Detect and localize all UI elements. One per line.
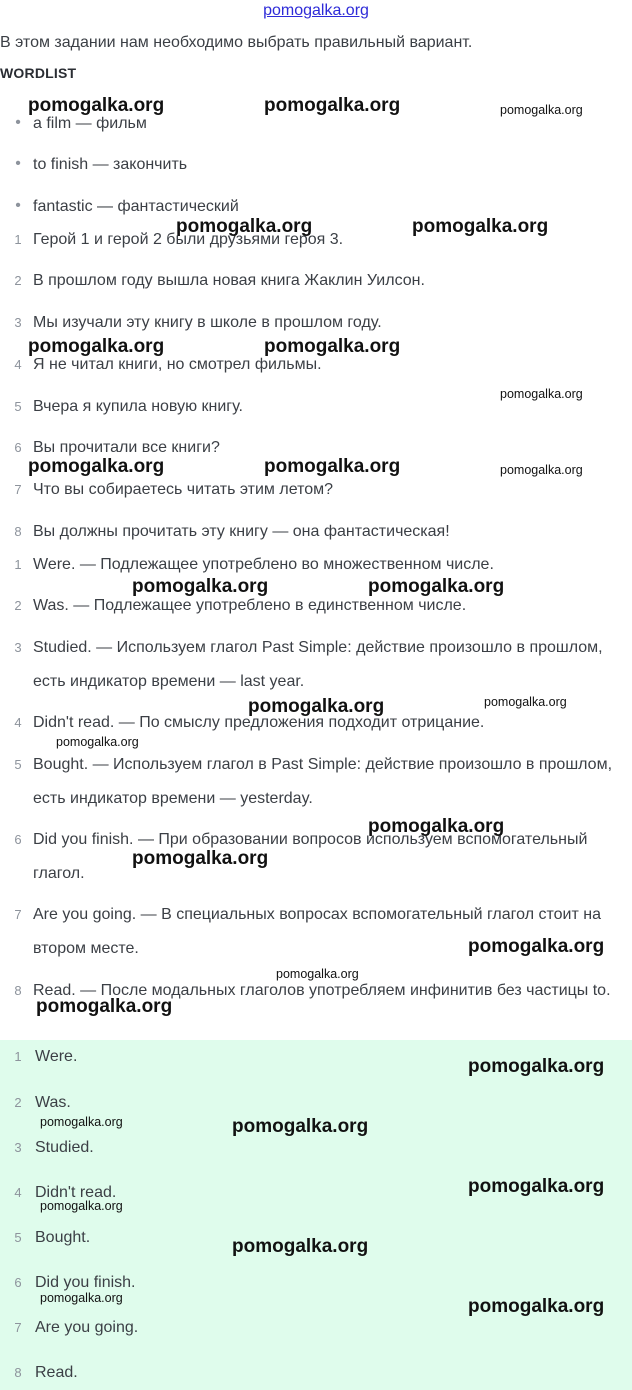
- watermark-text: pomogalka.org: [28, 95, 165, 116]
- watermark-text: pomogalka.org: [28, 456, 165, 477]
- intro-text: В этом задании нам необходимо выбрать правильный вариант.: [0, 34, 473, 51]
- watermark-text: pomogalka.org: [36, 996, 173, 1017]
- wordlist-heading: WORDLIST: [0, 65, 77, 81]
- watermark-text: pomogalka.org: [232, 1116, 369, 1137]
- watermark-text: pomogalka.org: [132, 848, 269, 869]
- bullet-icon: •: [15, 114, 21, 131]
- watermark-text: pomogalka.org: [468, 1176, 605, 1197]
- site-title-link[interactable]: pomogalka.org: [263, 2, 369, 19]
- watermark-text: pomogalka.org: [276, 967, 359, 981]
- watermark-text: pomogalka.org: [500, 463, 583, 477]
- watermark-text: pomogalka.org: [40, 1291, 123, 1305]
- watermark-text: pomogalka.org: [484, 695, 567, 709]
- watermark-text: pomogalka.org: [368, 816, 505, 837]
- watermark-text: pomogalka.org: [176, 216, 313, 237]
- watermark-text: pomogalka.org: [248, 696, 385, 717]
- watermark-text: pomogalka.org: [500, 103, 583, 117]
- watermark-text: pomogalka.org: [368, 576, 505, 597]
- answers-panel: [0, 1040, 632, 1390]
- watermark-text: pomogalka.org: [28, 336, 165, 357]
- watermark-text: pomogalka.org: [40, 1199, 123, 1213]
- watermark-text: pomogalka.org: [40, 1115, 123, 1129]
- watermark-text: pomogalka.org: [468, 1056, 605, 1077]
- watermark-text: pomogalka.org: [56, 735, 139, 749]
- watermark-text: pomogalka.org: [500, 387, 583, 401]
- watermark-text: pomogalka.org: [264, 336, 401, 357]
- watermark-text: pomogalka.org: [468, 936, 605, 957]
- watermark-text: pomogalka.org: [232, 1236, 369, 1257]
- watermark-text: pomogalka.org: [264, 456, 401, 477]
- watermark-text: pomogalka.org: [412, 216, 549, 237]
- bullet-icon: •: [15, 155, 21, 172]
- watermark-text: pomogalka.org: [264, 95, 401, 116]
- watermark-text: pomogalka.org: [468, 1296, 605, 1317]
- bullet-icon: •: [15, 197, 21, 214]
- watermark-text: pomogalka.org: [132, 576, 269, 597]
